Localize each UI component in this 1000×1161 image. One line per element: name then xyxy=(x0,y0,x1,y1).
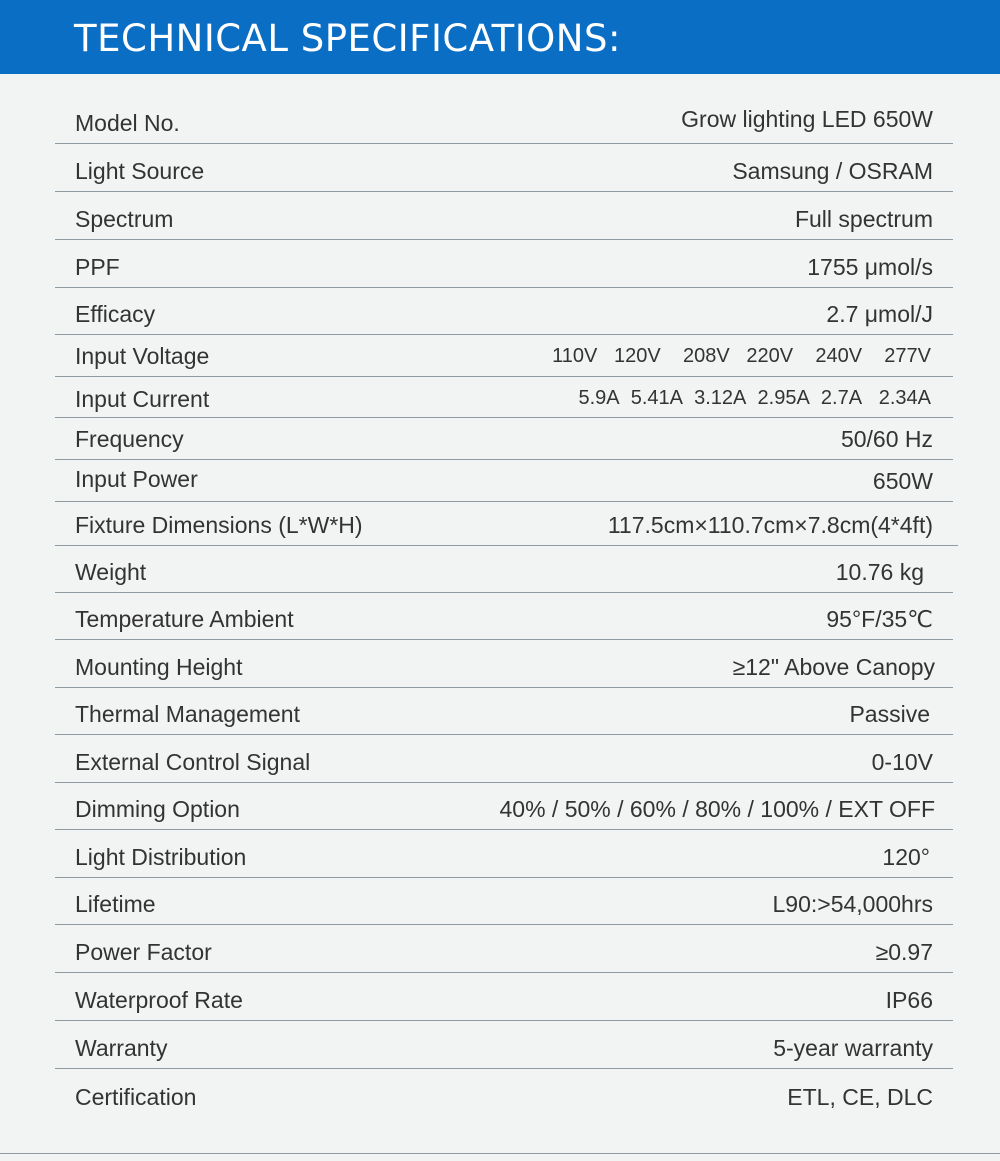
spec-value: 0-10V xyxy=(871,749,933,775)
spec-row-input-power xyxy=(55,460,953,502)
spec-row-light-distribution xyxy=(55,830,953,878)
spec-label: Mounting Height xyxy=(75,654,243,680)
spec-row-ppf xyxy=(55,240,953,288)
page-title: TECHNICAL SPECIFICATIONS: xyxy=(74,17,621,60)
spec-value-current: 2.7A xyxy=(820,387,863,409)
spec-label: Dimming Option xyxy=(75,796,240,822)
spec-row-lifetime xyxy=(55,878,953,925)
spec-value: 117.5cm×110.7cm×7.8cm(4*4ft) xyxy=(607,512,933,538)
spec-value: 1755 μmol/s xyxy=(807,254,933,280)
spec-row-power-factor xyxy=(55,925,953,973)
spec-value: 95°F/35℃ xyxy=(826,606,933,632)
spec-value: ≥12" Above Canopy xyxy=(732,654,935,680)
spec-row-spectrum xyxy=(55,192,953,240)
spec-value: 40% / 50% / 60% / 80% / 100% / EXT OFF xyxy=(499,796,935,822)
spec-label: External Control Signal xyxy=(75,749,311,775)
spec-label: Model No. xyxy=(75,110,180,136)
spec-value-voltage: 120V xyxy=(614,345,661,367)
spec-label: Efficacy xyxy=(75,301,156,327)
spec-value-voltage: 110V xyxy=(552,345,598,367)
spec-value-voltage: 240V xyxy=(815,345,863,367)
spec-row-temperature xyxy=(55,593,953,640)
spec-row-control-signal xyxy=(55,735,953,783)
spec-row-light-source xyxy=(55,144,953,192)
spec-row-warranty xyxy=(55,1021,953,1069)
spec-value-voltage: 220V xyxy=(746,345,794,367)
spec-row-weight xyxy=(55,546,953,593)
spec-value-current: 2.34A xyxy=(878,387,931,409)
spec-label: Thermal Management xyxy=(75,701,300,727)
spec-label: Spectrum xyxy=(75,206,174,232)
spec-label: Power Factor xyxy=(75,939,212,965)
spec-row-dimming xyxy=(55,783,953,830)
bottom-divider xyxy=(0,1153,1000,1154)
spec-row-model xyxy=(55,96,953,144)
spec-value-group xyxy=(578,384,931,412)
spec-label: Temperature Ambient xyxy=(75,606,294,632)
spec-label: Certification xyxy=(75,1084,197,1110)
spec-value: ≥0.97 xyxy=(875,939,933,965)
spec-value: 650W xyxy=(872,468,933,494)
spec-value: 50/60 Hz xyxy=(840,426,933,452)
spec-value-current: 2.95A xyxy=(757,387,810,409)
spec-label: Light Distribution xyxy=(75,844,247,870)
spec-value: Passive xyxy=(849,701,930,727)
spec-value: 5-year warranty xyxy=(773,1035,933,1061)
spec-row-input-voltage xyxy=(55,335,953,377)
spec-row-thermal xyxy=(55,688,953,735)
spec-value: Samsung / OSRAM xyxy=(732,158,933,184)
spec-label: Weight xyxy=(75,559,147,585)
spec-label: Input Voltage xyxy=(75,343,210,369)
spec-label: Frequency xyxy=(75,426,184,452)
spec-label: Fixture Dimensions (L*W*H) xyxy=(75,512,363,538)
spec-value: Full spectrum xyxy=(794,206,933,232)
spec-row-fixture-dimensions xyxy=(55,502,958,546)
spec-value: 10.76 kg xyxy=(835,559,924,585)
spec-label: Lifetime xyxy=(75,891,156,917)
spec-value-current: 5.41A xyxy=(630,387,683,409)
spec-label: Input Power xyxy=(75,466,198,492)
spec-value-group xyxy=(552,342,931,370)
spec-row-efficacy xyxy=(55,288,953,335)
spec-value-voltage: 277V xyxy=(884,345,931,367)
spec-value-current: 5.9A xyxy=(578,387,620,409)
spec-row-input-current xyxy=(55,377,953,418)
spec-label: Warranty xyxy=(75,1035,168,1061)
spec-label: Light Source xyxy=(75,158,205,184)
spec-value: Grow lighting LED 650W xyxy=(681,106,933,132)
spec-value-current: 3.12A xyxy=(694,387,747,409)
spec-value-voltage: 208V xyxy=(682,345,730,367)
spec-value: ETL, CE, DLC xyxy=(787,1084,933,1110)
spec-value: 2.7 μmol/J xyxy=(826,301,933,327)
spec-label: PPF xyxy=(75,254,120,280)
spec-value: L90:>54,000hrs xyxy=(772,891,933,917)
spec-row-waterproof xyxy=(55,973,953,1021)
spec-label: Waterproof Rate xyxy=(75,987,243,1013)
spec-row-mounting-height xyxy=(55,640,953,688)
spec-value: 120° xyxy=(882,844,930,870)
spec-value: IP66 xyxy=(885,987,933,1013)
spec-label: Input Current xyxy=(75,386,210,412)
spec-row-frequency xyxy=(55,418,953,460)
spec-row-certification xyxy=(55,1069,953,1117)
